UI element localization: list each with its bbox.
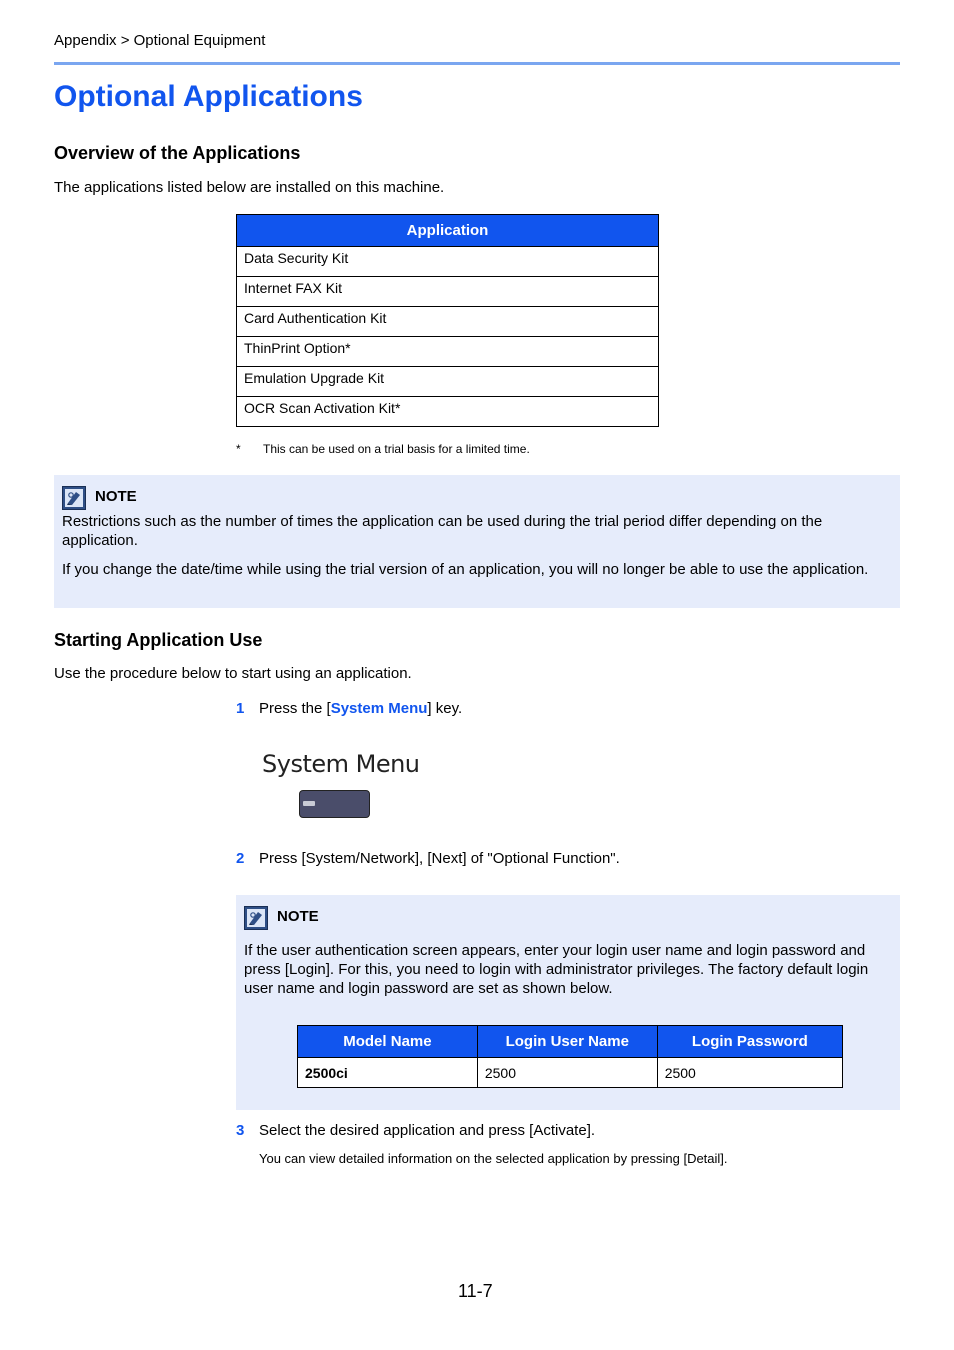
note-title: NOTE: [95, 488, 137, 505]
breadcrumb: Appendix > Optional Equipment: [54, 32, 266, 49]
table-cell: 2500: [657, 1058, 842, 1088]
applications-table-header: Application: [237, 215, 659, 247]
note-box: [236, 895, 900, 1110]
page-number: 11-7: [458, 1281, 493, 1301]
overview-intro: The applications listed below are installed on this machine.: [54, 179, 445, 196]
step-number: 1: [236, 700, 245, 717]
starting-intro: Use the procedure below to start using an application.: [54, 665, 412, 682]
step-text-part: Press the [: [259, 700, 331, 717]
system-menu-key-label: System Menu: [330, 700, 428, 717]
table-row: Internet FAX Kit: [237, 277, 659, 307]
table-cell: 2500ci: [298, 1058, 478, 1088]
overview-heading: Overview of the Applications: [54, 143, 301, 163]
login-table-header: Login Password: [657, 1026, 842, 1058]
note-paragraph: If the user authentication screen appears, enter your login user name and login password and press [Login]. For this, you need to login with administrator privileges. The factory default login user name and login password are set as shown below.: [244, 942, 869, 997]
note-paragraph: If you change the date/time while using the trial version of an application, you will no longer be able to use the application.: [62, 561, 869, 578]
footnote-text: This can be used on a trial basis for a limited time.: [263, 442, 530, 456]
step-text: Press [System/Network], [Next] of "Optional Function".: [259, 850, 620, 867]
login-table-header: Model Name: [298, 1026, 478, 1058]
note-paragraph: Restrictions such as the number of times the application can be used during the trial period differ depending on the application.: [62, 513, 823, 549]
step-text: [259, 700, 462, 717]
note-box: [54, 475, 900, 608]
system-menu-key[interactable]: [299, 790, 370, 818]
table-row: ThinPrint Option*: [237, 337, 659, 367]
table-cell: 2500: [477, 1058, 657, 1088]
note-title: NOTE: [277, 908, 319, 925]
system-menu-key-caption: System Menu: [262, 750, 420, 778]
starting-heading: Starting Application Use: [54, 630, 263, 650]
table-row: Card Authentication Kit: [237, 307, 659, 337]
key-indicator-icon: [303, 801, 315, 806]
step-text-part: ] key.: [427, 700, 463, 717]
note-icon: [62, 486, 86, 510]
table-row: Emulation Upgrade Kit: [237, 367, 659, 397]
table-row: OCR Scan Activation Kit*: [237, 397, 659, 427]
step-text: Select the desired application and press [Activate].: [259, 1122, 596, 1139]
step-number: 2: [236, 850, 245, 867]
login-table: [297, 1025, 843, 1088]
note-icon: [244, 906, 268, 930]
header-rule: [54, 62, 900, 65]
page-title: Optional Applications: [54, 80, 363, 113]
step-subtext: You can view detailed information on the selected application by pressing [Detail].: [259, 1151, 728, 1166]
footnote-mark: *: [236, 442, 241, 456]
table-row: Data Security Kit: [237, 247, 659, 277]
login-table-header: Login User Name: [477, 1026, 657, 1058]
step-number: 3: [236, 1122, 245, 1139]
applications-table: [236, 214, 659, 427]
